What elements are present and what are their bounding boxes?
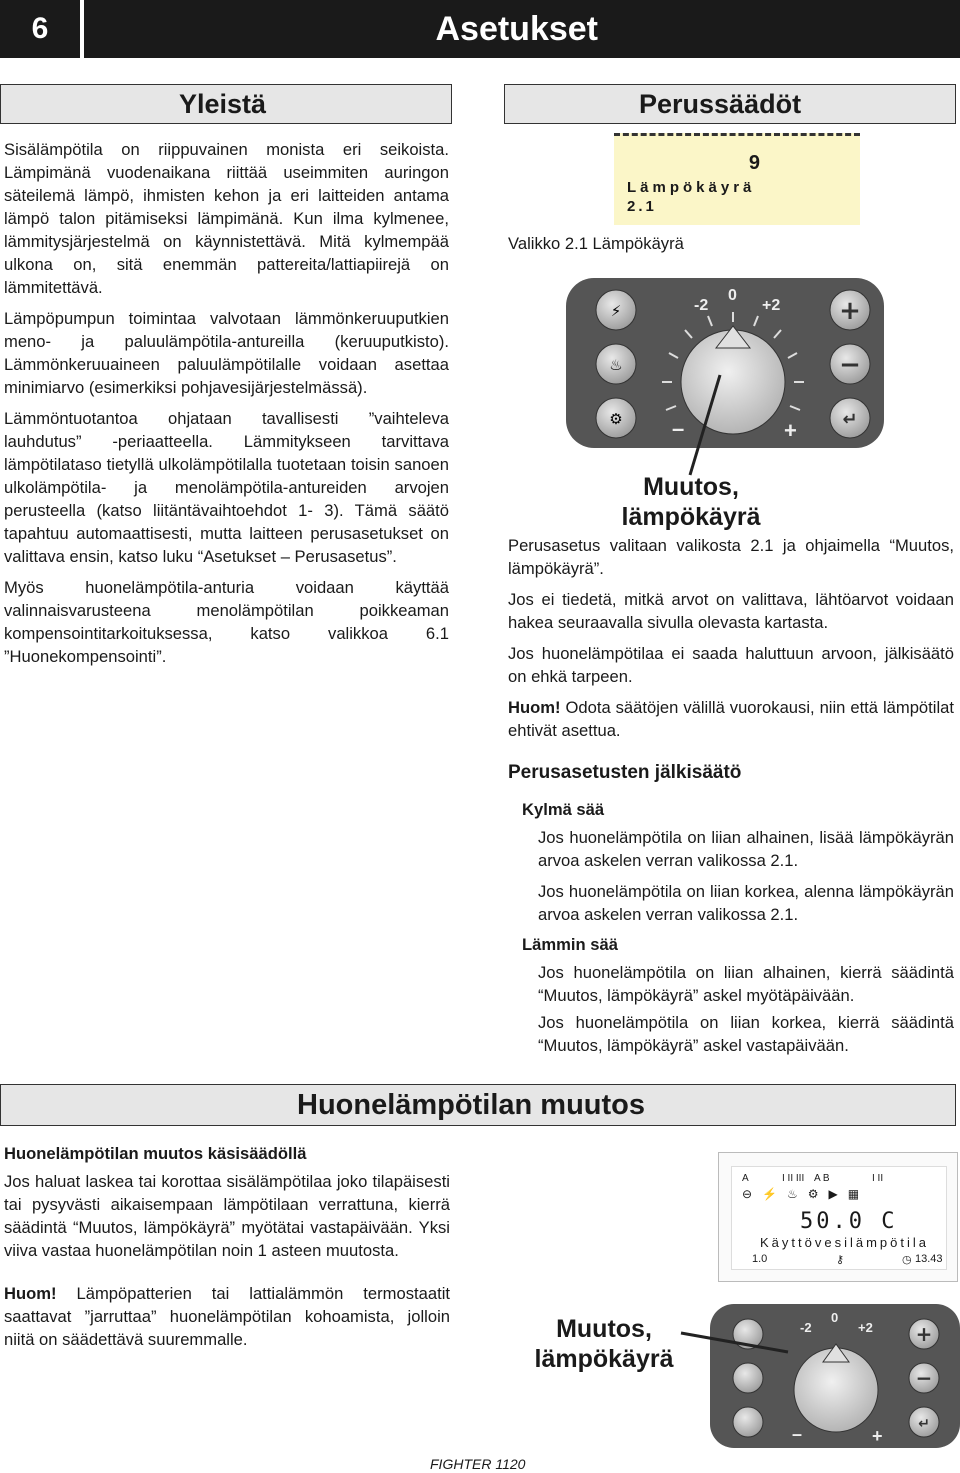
- button-hotwater[interactable]: [733, 1363, 763, 1393]
- note-paragraph: [508, 696, 954, 742]
- knob-label-zero: 0: [831, 1310, 839, 1325]
- knob-label-plus2: +2: [858, 1320, 873, 1335]
- svg-text:⚡: ⚡: [610, 302, 622, 320]
- section-title-perussaadot: Perussäädöt: [504, 84, 956, 124]
- note-text: Lämpöpatterien tai lattialämmön termostaatit saattavat ”jarruttaa” huonelämpötilan kohoamista, jolloin niitä on säädettävä suuremmalle.: [4, 1284, 450, 1349]
- svg-text:−: −: [915, 1366, 933, 1390]
- button-enter[interactable]: [830, 398, 870, 438]
- paragraph: Myös huonelämpötila-anturia voidaan käyttää valinnaisvarusteena menolämpötilan poikkeaman kompensointitarkoituksessa, katso valikkoa 6.1 ”Huonekompensointi”.: [4, 578, 449, 666]
- bottom-left-column: [4, 1170, 450, 1359]
- cold-weather-title: Kylmä sää: [522, 800, 605, 819]
- button-heatpump[interactable]: [733, 1407, 763, 1437]
- svg-text:♨: ♨: [609, 356, 623, 374]
- status-icons: ⊖ ⚡ ♨ ⚙ ▶ ▦: [742, 1187, 860, 1201]
- menu-line2: 2.1: [627, 198, 657, 215]
- key-icon: ⚷: [836, 1254, 845, 1266]
- paragraph: Jos huonelämpötila on liian alhainen, kierrä säädintä “Muutos, lämpökäyrä” askel myötäpäivään.: [538, 963, 954, 1005]
- paragraph: Jos huonelämpötila on liian korkea, kierrä säädintä “Muutos, lämpökäyrä” askel vastapäivään.: [538, 1013, 954, 1055]
- clock-icon: ◷: [902, 1254, 912, 1266]
- knob-caption-line1: Muutos,: [643, 473, 739, 501]
- cold-weather-text: [538, 826, 954, 934]
- knob-label-plus: +: [872, 1426, 883, 1446]
- display-screen: [731, 1166, 947, 1270]
- menu-caption: Valikko 2.1 Lämpökäyrä: [508, 234, 684, 253]
- knob-label-zero: 0: [728, 287, 737, 304]
- menu-line1: Lämpökäyrä: [627, 179, 756, 196]
- knob-label-minus: –: [792, 1424, 803, 1444]
- svg-text:−: −: [839, 350, 861, 380]
- knob-label-plus: +: [784, 418, 797, 443]
- paragraph: Sisälämpötila on riippuvainen monista eri seikoista. Lämpimänä vuodenaikana riittää useimmiten auringon säteilemä lämpö, ihmisten kehon ja eri laitteiden antama lämpö talon pitämiseksi lämpimänä. Kun ilma kylmenee, lämmitysjärjestelmä on käynnistettävä. Mitä kylmempää ulkona on, sitä enemmän pattereita/lattiapiirejä on lämmitettävä.: [4, 140, 449, 297]
- paragraph: Perusasetus valitaan valikosta 2.1 ja ohjaimella “Muutos, lämpökäyrä”.: [508, 536, 954, 578]
- knob-label-plus2: +2: [762, 297, 781, 314]
- display-top-ii: I II: [872, 1173, 884, 1184]
- button-heating[interactable]: [596, 290, 636, 330]
- paragraph: Jos huonelämpötila on liian alhainen, lisää lämpökäyrän arvoa askelen verran valikossa 2.1.: [538, 828, 954, 870]
- knob-caption-bottom: [520, 1314, 688, 1374]
- chapter-title: Asetukset: [84, 0, 960, 58]
- note-text: Odota säätöjen välillä vuorokausi, niin että lämpötilat ehtivät asettua.: [508, 698, 954, 740]
- knob-caption-line2: lämpökäyrä: [621, 503, 761, 531]
- svg-text:+: +: [839, 296, 861, 326]
- button-heatpump[interactable]: [596, 398, 636, 438]
- section-title-yleista: Yleistä: [0, 84, 452, 124]
- note-paragraph: [4, 1282, 450, 1351]
- display-time: 13.43: [915, 1253, 943, 1265]
- knob-caption-line1: Muutos,: [556, 1315, 652, 1343]
- svg-text:↵: ↵: [918, 1416, 930, 1432]
- knob-label-minus2: -2: [694, 297, 709, 314]
- paragraph: Jos ei tiedetä, mitkä arvot on valittava, lähtöarvot voidaan hakea seuraavalla sivulla olevasta kartasta.: [508, 590, 954, 632]
- display-value: 50.0 C: [800, 1209, 898, 1234]
- button-enter[interactable]: [909, 1407, 939, 1437]
- lcd-menu-display: [614, 133, 860, 225]
- display-top-ab: A B: [814, 1173, 830, 1184]
- paragraph: Jos huonelämpötila on liian korkea, alenna lämpökäyrän arvoa askelen verran valikossa 2.1.: [538, 882, 954, 924]
- left-column: [4, 138, 449, 676]
- section-title-huonelampotila: Huonelämpötilan muutos: [0, 1084, 956, 1126]
- svg-text:↵: ↵: [842, 409, 858, 430]
- knob-label-minus2: -2: [800, 1320, 812, 1335]
- manual-adjust-title: Huonelämpötilan muutos käsisäädöllä: [4, 1144, 307, 1163]
- paragraph: Jos huonelämpötilaa ei saada haluttuun arvoon, jälkisäätö on ehkä tarpeen.: [508, 644, 954, 686]
- button-plus[interactable]: [830, 290, 870, 330]
- pointer-arrow: [680, 370, 740, 480]
- warm-weather-title: Lämmin sää: [522, 935, 618, 954]
- paragraph: Jos haluat laskea tai korottaa sisälämpötilaa joko tilapäisesti tai pysyvästi aikaisempaan lämpötilaan verrattuna, kierrä säädintä “Muutos, lämpökäyrä” myötätai vastapäivään. Yksi viiva vastaa huonelämpötilan noin 1 asteen muutosta.: [4, 1172, 450, 1260]
- display-top-a: A: [742, 1173, 749, 1184]
- note-label: Huom!: [4, 1284, 57, 1303]
- chapter-number: 6: [0, 0, 80, 58]
- pointer-arrow: [676, 1328, 796, 1358]
- button-plus[interactable]: [909, 1319, 939, 1349]
- button-minus[interactable]: [909, 1363, 939, 1393]
- display-left-val: 1.0: [752, 1253, 768, 1265]
- warm-weather-text: [538, 961, 954, 1065]
- note-label: Huom!: [508, 698, 561, 717]
- footer-model: FIGHTER 1120: [430, 1456, 526, 1472]
- knob-caption-line2: lämpökäyrä: [534, 1345, 674, 1373]
- control-panel-bottom: [710, 1304, 960, 1448]
- device-display: [718, 1152, 958, 1282]
- display-top-i: I II III: [782, 1173, 805, 1184]
- fine-tune-title: Perusasetusten jälkisäätö: [508, 762, 742, 783]
- menu-number: 9: [748, 152, 760, 174]
- knob-label-minus: –: [672, 416, 685, 441]
- knob-caption: [606, 472, 776, 532]
- button-hotwater[interactable]: [596, 344, 636, 384]
- button-minus[interactable]: [830, 344, 870, 384]
- display-text: Käyttövesilämpötila: [760, 1235, 929, 1250]
- svg-text:+: +: [915, 1322, 933, 1346]
- right-column: [508, 534, 954, 750]
- svg-text:⚙: ⚙: [609, 410, 623, 428]
- paragraph: Lämmöntuotantoa ohjataan tavallisesti ”vaihteleva lauhdutus” -periaatteella. Lämmitykseen tarvittava lämpötilataso tietyllä ulkolämpötilalla tuotetaan toisin sanoen ulkolämpötila- ja menolämpötila-antureiden arvojen perusteella (katso liitäntävaihtoehdot 1- 3). Tämä säätö tapahtuu automaattisesti, mutta laitteen perusasetukset on valittava ensin, katso luku “Asetukset – Perusasetus”.: [4, 409, 449, 566]
- paragraph: Lämpöpumpun toimintaa valvotaan lämmönkeruuputkien meno- ja paluulämpötila-antureilla (keruuputkisto). Lämmönkeruuaineen paluulämpötilalle voidaan asettaa minimiarvo (esimerkiksi pohjavesijärjestelmässä).: [4, 309, 449, 397]
